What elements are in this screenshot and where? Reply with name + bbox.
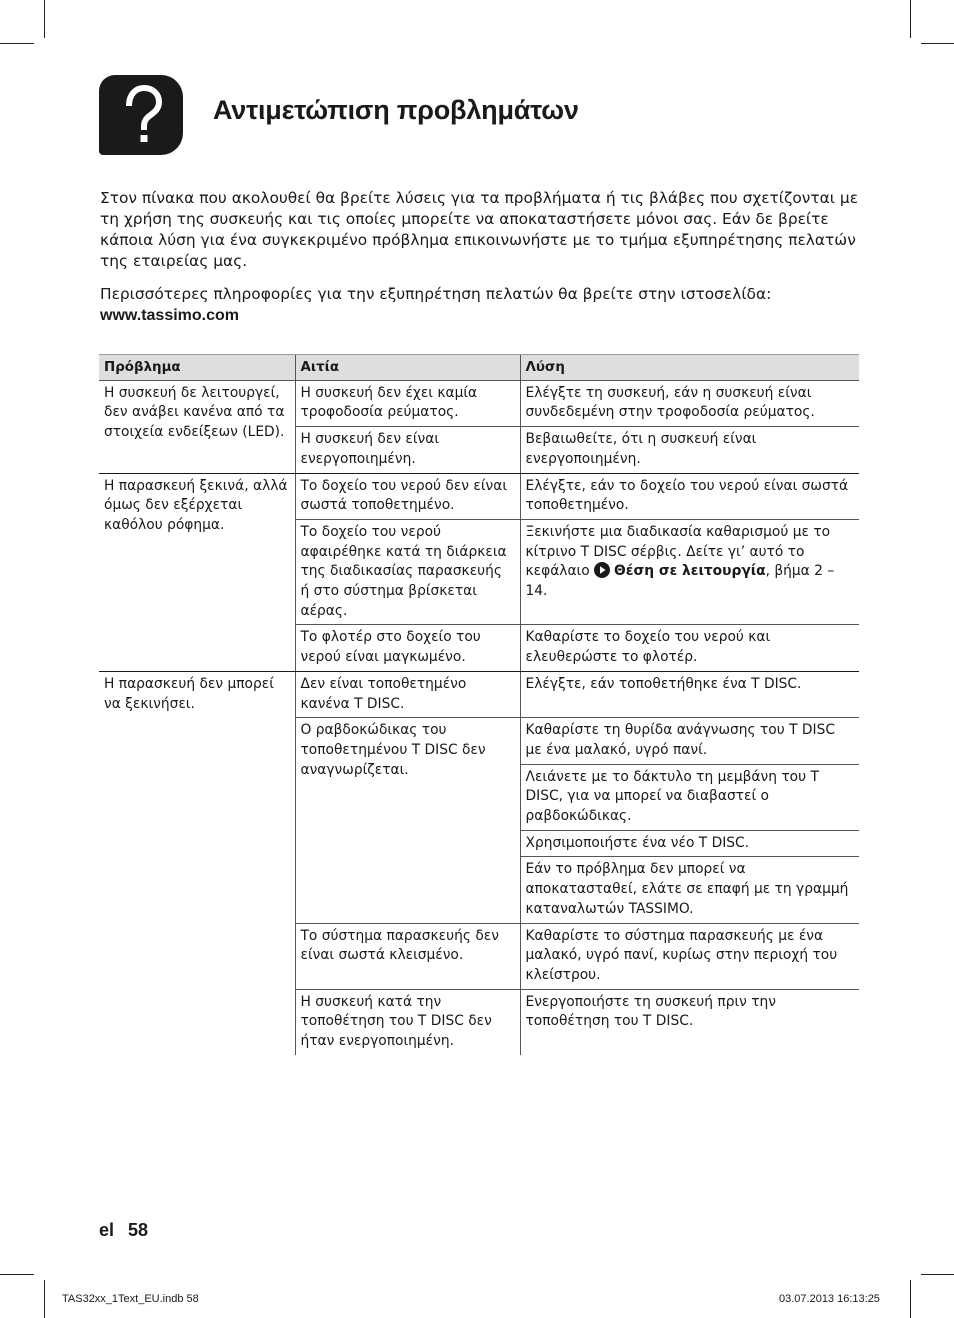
cause-cell: Ο ραβδοκώδικας του τοποθετημένου T DISC δεν αναγνωρίζεται. [295, 718, 520, 923]
problem-cell: Η παρασκευή ξεκινά, αλλά όμως δεν εξέρχεται καθόλου ρόφημα. [99, 473, 295, 671]
crop-mark [44, 0, 45, 38]
header-problem: Πρόβλημα [99, 355, 295, 381]
crop-mark [910, 0, 911, 38]
crop-mark [0, 1274, 34, 1275]
chapter-reference: Θέση σε λειτουργία [614, 563, 766, 580]
question-mark-icon [99, 75, 183, 155]
solution-cell: Καθαρίστε το δοχείο του νερού και ελευθερώστε το φλοτέρ. [520, 625, 859, 671]
info-paragraph [100, 284, 860, 326]
cause-cell: Το δοχείο του νερού αφαιρέθηκε κατά τη διάρκεια της διαδικασίας παρασκευής ή στο σύστημα βρίσκεται αέρας. [295, 519, 520, 625]
crop-mark [921, 1274, 954, 1275]
crop-mark [921, 43, 954, 44]
cause-cell: Η συσκευή δεν έχει καμία τροφοδοσία ρεύματος. [295, 380, 520, 426]
solution-cell: Εάν το πρόβλημα δεν μπορεί να αποκατασταθεί, ελάτε σε επαφή με τη γραμμή καταναλωτών TASSIMO. [520, 857, 859, 923]
cause-cell: Το φλοτέρ στο δοχείο του νερού είναι μαγκωμένο. [295, 625, 520, 671]
problem-cell: Η παρασκευή δεν μπορεί να ξεκινήσει. [104, 675, 274, 712]
solution-cell: Βεβαιωθείτε, ότι η συσκευή είναι ενεργοποιημένη. [520, 427, 859, 473]
page-number: 58 [128, 1220, 149, 1240]
header-solution: Λύση [520, 355, 859, 381]
cause-cell: Το δοχείο του νερού δεν είναι σωστά τοποθετημένο. [295, 473, 520, 519]
cause-cell: Δεν είναι τοποθετημένο κανένα T DISC. [295, 671, 520, 717]
solution-step-text: βήμα 2 – 14. [525, 563, 835, 600]
website-link[interactable]: www.tassimo.com [100, 307, 239, 324]
troubleshooting-table [99, 354, 859, 1055]
table-row [99, 671, 859, 717]
print-slug-file: TAS32xx_1Text_EU.indb 58 [62, 1293, 199, 1305]
solution-cell: Χρησιμοποιήστε ένα νέο T DISC. [520, 830, 859, 857]
cause-cell: Η συσκευή κατά την τοποθέτηση του T DISC δεν ήταν ενεργοποιημένη. [295, 989, 520, 1055]
play-icon [594, 562, 610, 578]
solution-cell: Ενεργοποιήστε τη συσκευή πριν την τοποθέτηση του T DISC. [520, 989, 859, 1055]
header-cause: Αιτία [295, 355, 520, 381]
solution-cell: Ξεκινήστε μια διαδικασία καθαρισμού με το κίτρινο T DISC σέρβις. Δείτε γι’ αυτό το κεφάλαιο Θέση σε λειτουργία, βήμα 2 – 14. [520, 519, 859, 625]
table-row [99, 473, 859, 519]
print-slug-date: 03.07.2013 16:13:25 [779, 1293, 880, 1305]
crop-mark [0, 43, 34, 44]
table-header-row [99, 355, 859, 381]
info-text: Περισσότερες πληροφορίες για την εξυπηρέτηση πελατών θα βρείτε στην ιστοσελίδα: [100, 285, 772, 303]
solution-cell: Ελέγξτε, εάν το δοχείο του νερού είναι σωστά τοποθετημένο. [520, 473, 859, 519]
solution-cell: Καθαρίστε τη θυρίδα ανάγνωσης του T DISC με ένα μαλακό, υγρό πανί. [520, 718, 859, 764]
crop-mark [44, 1280, 45, 1318]
solution-cell: Λειάνετε με το δάκτυλο τη μεμβάνη του T DISC, για να μπορεί να διαβαστεί ο ραβδοκώδικας. [520, 764, 859, 830]
cause-cell: Η συσκευή δεν είναι ενεργοποιημένη. [295, 427, 520, 473]
solution-text: Ξεκινήστε μια διαδικασία καθαρισμού με το κίτρινο T DISC σέρβις. Δείτε γι’ αυτό το κεφάλαιο [525, 523, 831, 580]
table-row [99, 380, 859, 426]
problem-cell: Η συσκευή δε λειτουργεί, δεν ανάβει κανένα από τα στοιχεία ενδείξεων (LED). [99, 380, 295, 473]
crop-mark [910, 1280, 911, 1318]
solution-cell: Ελέγξτε τη συσκευή, εάν η συσκευή είναι συνδεδεμένη στην τροφοδοσία ρεύματος. [520, 380, 859, 426]
solution-cell: Καθαρίστε το σύστημα παρασκευής με ένα μαλακό, υγρό πανί, κυρίως στην περιοχή του κλείστρου. [520, 923, 859, 989]
footer-language: el [99, 1220, 115, 1240]
intro-paragraph: Στον πίνακα που ακολουθεί θα βρείτε λύσεις για τα προβλήματα ή τις βλάβες που σχετίζονται με τη χρήση της συσκευής και τις οποίες μπορείτε να αποκαταστήσετε μόνοι σας. Εάν δε βρείτε κάποια λύση για ένα συγκεκριμένο πρόβλημα επικοινωνήστε με το τμήμα εξυπηρέτησης πελατών της εταιρείας μας. [100, 189, 859, 270]
cause-cell: Το σύστημα παρασκευής δεν είναι σωστά κλεισμένο. [295, 923, 520, 989]
solution-cell: Ελέγξτε, εάν τοποθετήθηκε ένα T DISC. [520, 671, 859, 717]
page-title: Αντιμετώπιση προβλημάτων [213, 95, 579, 125]
